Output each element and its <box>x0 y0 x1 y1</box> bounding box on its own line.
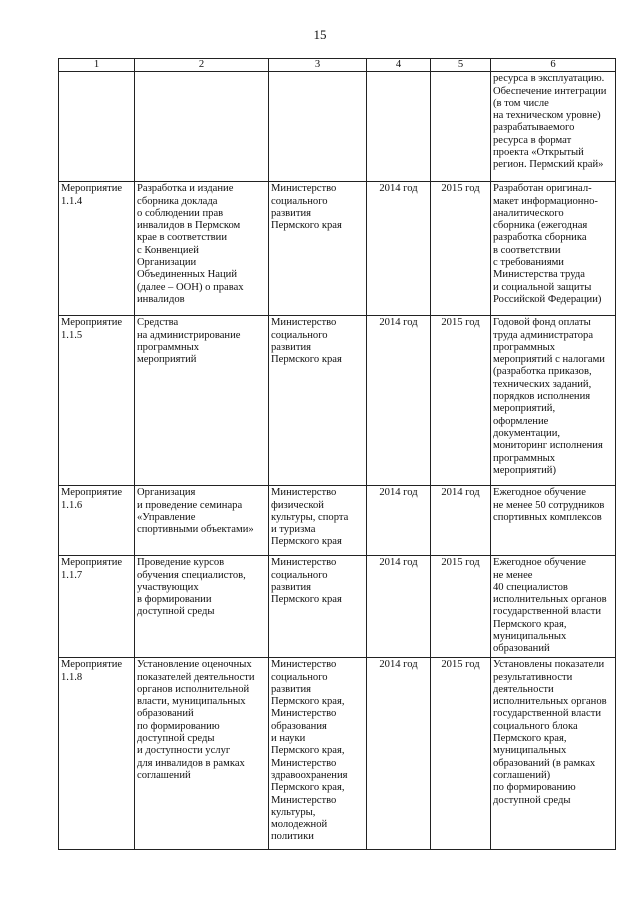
cell-text-line: Проведение курсов <box>137 557 225 569</box>
measure-id-cell <box>59 182 135 316</box>
cell-text-line: разрабатываемого <box>493 122 575 134</box>
cell-text-line: доступной среды <box>137 606 215 618</box>
cell-text-line: и науки <box>271 733 306 745</box>
cell-text-line: Министерство <box>271 757 337 769</box>
cell-text-line: и проведение семинара <box>137 499 243 511</box>
cell-text-line: регион. Пермский край» <box>493 159 604 171</box>
cell-text-line: Мероприятие <box>61 183 123 195</box>
cell-text-line: государственной власти <box>493 708 602 720</box>
cell-text-line: 40 специалистов <box>493 581 568 593</box>
cell-text-line: с требованиями <box>493 257 564 269</box>
cell-text-line: Министерства труда <box>493 269 585 281</box>
cell-text-line: Установлены показатели <box>493 659 605 671</box>
measures-table <box>58 58 616 850</box>
cell-text-line: проекта «Открытый <box>493 147 584 159</box>
cell-text-line: Ежегодное обучение <box>493 487 586 499</box>
cell-text-line: технических заданий, <box>493 378 592 390</box>
cell-text-line: развития <box>271 207 312 219</box>
cell-text-line: «Управление <box>137 511 196 523</box>
result-cell <box>491 182 616 316</box>
cell-text-line: образований (в рамках <box>493 757 596 769</box>
cell-text-line: развития <box>271 341 312 353</box>
executor-cell <box>269 486 367 556</box>
cell-text-line: государственной власти <box>493 606 602 618</box>
result-cell <box>491 486 616 556</box>
cell-text-line: Установление оценочных <box>137 659 252 671</box>
end-year-cell <box>431 72 491 182</box>
cell-text-line: труда администратора <box>493 329 594 341</box>
cell-text-line: социального <box>271 195 328 207</box>
cell-text-line: Министерство <box>271 708 337 720</box>
cell-text-line: инвалидов в Пермском <box>137 220 241 232</box>
cell-text-line: документации, <box>493 427 561 439</box>
measure-id-cell <box>59 72 135 182</box>
cell-text-line: Пермского края <box>271 220 342 232</box>
cell-text-line: Мероприятие <box>61 659 123 671</box>
executor-cell <box>269 556 367 658</box>
column-number-3: 3 <box>269 59 367 72</box>
cell-text-line: программных <box>137 341 200 353</box>
measure-name-cell <box>135 182 269 316</box>
cell-text-line: и туризма <box>271 524 316 536</box>
cell-text: 2015 год <box>441 659 480 671</box>
measure-name-cell <box>135 72 269 182</box>
cell-text-line: деятельности <box>493 683 554 695</box>
cell-text-line: по формированию <box>493 782 576 794</box>
cell-text-line: 1.1.5 <box>61 329 83 341</box>
cell-text-line: мероприятий) <box>493 464 557 476</box>
cell-text-line: Средства <box>137 317 179 329</box>
cell-text-line: разработка сборника <box>493 232 587 244</box>
cell-text-line: в формировании <box>137 594 212 606</box>
cell-text-line: Пермского края, <box>271 782 345 794</box>
table-row <box>59 72 616 182</box>
result-cell <box>491 658 616 850</box>
cell-text-line: органов исполнительной <box>137 683 250 695</box>
cell-text-line: по формированию <box>137 720 220 732</box>
cell-text-line: Годовой фонд оплаты <box>493 317 591 329</box>
result-cell <box>491 556 616 658</box>
start-year-cell <box>367 486 431 556</box>
cell-text-line: муниципальных <box>493 631 567 643</box>
cell-text-line: мероприятий с налогами <box>493 354 605 366</box>
cell-text-line: молодежной <box>271 819 328 831</box>
cell-text-line: 1.1.6 <box>61 499 83 511</box>
table-row <box>59 316 616 486</box>
cell-text-line: Министерство <box>271 183 337 195</box>
cell-text-line: мероприятий, <box>493 403 556 415</box>
cell-text-line: Министерство <box>271 794 337 806</box>
cell-text-line: спортивных комплексов <box>493 511 602 523</box>
cell-text-line: Пермского края, <box>271 696 345 708</box>
cell-text-line: с Конвенцией <box>137 244 199 256</box>
cell-text-line: макет информационно- <box>493 195 598 207</box>
cell-text-line: сборника доклада <box>137 195 218 207</box>
cell-text-line: на техническом уровне) <box>493 110 601 122</box>
cell-text-line: социального блока <box>493 720 578 732</box>
cell-text-line: аналитического <box>493 207 564 219</box>
measure-name-cell <box>135 316 269 486</box>
measure-id-cell <box>59 556 135 658</box>
cell-text-line: Организация <box>137 487 196 499</box>
cell-text-line: Пермского края, <box>271 745 345 757</box>
cell-text-line: соглашений <box>137 769 191 781</box>
start-year-cell <box>367 556 431 658</box>
cell-text-line: Пермского края <box>271 594 342 606</box>
cell-text-line: Пермского края, <box>493 733 567 745</box>
cell-text-line: на администрирование <box>137 329 241 341</box>
measure-id-cell <box>59 486 135 556</box>
cell-text: 2015 год <box>441 183 480 195</box>
cell-text-line: (в том числе <box>493 97 549 109</box>
cell-text-line: мероприятий <box>137 354 197 366</box>
cell-text-line: не менее 50 сотрудников <box>493 499 605 511</box>
cell-text-line: сборника (ежегодная <box>493 220 588 232</box>
executor-cell <box>269 658 367 850</box>
cell-text-line: Пермского края <box>271 354 342 366</box>
cell-text-line: ресурса в формат <box>493 134 572 146</box>
cell-text-line: Ежегодное обучение <box>493 557 586 569</box>
cell-text-line: доступной среды <box>493 794 571 806</box>
page-number: 15 <box>313 27 327 42</box>
cell-text-line: Министерство <box>271 317 337 329</box>
cell-text-line: Организации <box>137 257 197 269</box>
executor-cell <box>269 72 367 182</box>
cell-text-line: власти, муниципальных <box>137 696 246 708</box>
end-year-cell <box>431 556 491 658</box>
cell-text-line: культуры, спорта <box>271 511 349 523</box>
column-number-1: 1 <box>59 59 135 72</box>
executor-cell <box>269 316 367 486</box>
cell-text-line: Министерство <box>271 557 337 569</box>
cell-text-line: Пермского края, <box>493 618 567 630</box>
cell-text-line: в соответствии <box>493 244 561 256</box>
cell-text-line: крае в соответствии <box>137 232 228 244</box>
table-row <box>59 658 616 850</box>
cell-text-line: 1.1.4 <box>61 195 83 207</box>
cell-text-line: муниципальных <box>493 745 567 757</box>
result-cell <box>491 72 616 182</box>
cell-text-line: Министерство <box>271 487 337 499</box>
cell-text-line: обучения специалистов, <box>137 569 246 581</box>
cell-text-line: порядков исполнения <box>493 391 591 403</box>
cell-text-line: 1.1.7 <box>61 569 83 581</box>
cell-text-line: Мероприятие <box>61 557 123 569</box>
cell-text-line: Разработан оригинал- <box>493 183 592 195</box>
cell-text-line: образований <box>137 708 194 720</box>
cell-text-line: исполнительных органов <box>493 696 607 708</box>
cell-text: 2014 год <box>441 487 480 499</box>
end-year-cell <box>431 182 491 316</box>
cell-text-line: (далее – ООН) о правах <box>137 281 244 293</box>
cell-text: 2014 год <box>379 557 418 569</box>
cell-text-line: социального <box>271 329 328 341</box>
cell-text-line: развития <box>271 581 312 593</box>
cell-text-line: развития <box>271 683 312 695</box>
cell-text-line: Мероприятие <box>61 317 123 329</box>
table-row <box>59 486 616 556</box>
start-year-cell <box>367 658 431 850</box>
end-year-cell <box>431 316 491 486</box>
cell-text: 2014 год <box>379 183 418 195</box>
end-year-cell <box>431 486 491 556</box>
measure-id-cell <box>59 658 135 850</box>
column-number-row <box>59 59 616 72</box>
cell-text-line: Российской Федерации) <box>493 293 602 305</box>
cell-text-line: и доступности услуг <box>137 745 231 757</box>
cell-text-line: соглашений) <box>493 769 551 781</box>
measure-name-cell <box>135 556 269 658</box>
cell-text-line: Пермского края <box>271 536 342 548</box>
cell-text-line: Объединенных Наций <box>137 269 238 281</box>
cell-text-line: Обеспечение интеграции <box>493 85 607 97</box>
column-number-5: 5 <box>431 59 491 72</box>
measure-name-cell <box>135 658 269 850</box>
cell-text-line: ресурса в эксплуатацию. <box>493 73 605 85</box>
cell-text-line: доступной среды <box>137 733 215 745</box>
cell-text-line: программных <box>493 452 556 464</box>
table-row <box>59 182 616 316</box>
start-year-cell <box>367 72 431 182</box>
cell-text-line: политики <box>271 831 314 843</box>
executor-cell <box>269 182 367 316</box>
cell-text-line: 1.1.8 <box>61 671 83 683</box>
cell-text-line: не менее <box>493 569 533 581</box>
cell-text: 2014 год <box>379 317 418 329</box>
column-number-4: 4 <box>367 59 431 72</box>
end-year-cell <box>431 658 491 850</box>
cell-text-line: социального <box>271 671 328 683</box>
start-year-cell <box>367 316 431 486</box>
cell-text: 2015 год <box>441 557 480 569</box>
cell-text-line: культуры, <box>271 806 316 818</box>
cell-text-line: образований <box>493 643 550 655</box>
cell-text-line: Министерство <box>271 659 337 671</box>
result-cell <box>491 316 616 486</box>
cell-text-line: программных <box>493 341 556 353</box>
cell-text-line: показателей деятельности <box>137 671 255 683</box>
cell-text-line: участвующих <box>137 581 199 593</box>
measure-name-cell <box>135 486 269 556</box>
cell-text-line: мониторинг исполнения <box>493 440 603 452</box>
cell-text-line: оформление <box>493 415 549 427</box>
cell-text-line: спортивными объектами» <box>137 524 254 536</box>
column-number-2: 2 <box>135 59 269 72</box>
cell-text-line: образования <box>271 720 327 732</box>
cell-text-line: здравоохранения <box>271 769 348 781</box>
measure-id-cell <box>59 316 135 486</box>
cell-text-line: инвалидов <box>137 293 185 305</box>
cell-text-line: исполнительных органов <box>493 594 607 606</box>
cell-text-line: (разработка приказов, <box>493 366 592 378</box>
cell-text-line: Мероприятие <box>61 487 123 499</box>
cell-text-line: физической <box>271 499 324 511</box>
column-number-6: 6 <box>491 59 616 72</box>
cell-text-line: для инвалидов в рамках <box>137 757 245 769</box>
cell-text: 2014 год <box>379 659 418 671</box>
cell-text-line: и социальной защиты <box>493 281 592 293</box>
cell-text-line: о соблюдении прав <box>137 207 224 219</box>
start-year-cell <box>367 182 431 316</box>
cell-text: 2014 год <box>379 487 418 499</box>
cell-text-line: Разработка и издание <box>137 183 234 195</box>
cell-text-line: социального <box>271 569 328 581</box>
cell-text-line: результативности <box>493 671 573 683</box>
table-body <box>59 59 616 850</box>
cell-text: 2015 год <box>441 317 480 329</box>
table-row <box>59 556 616 658</box>
